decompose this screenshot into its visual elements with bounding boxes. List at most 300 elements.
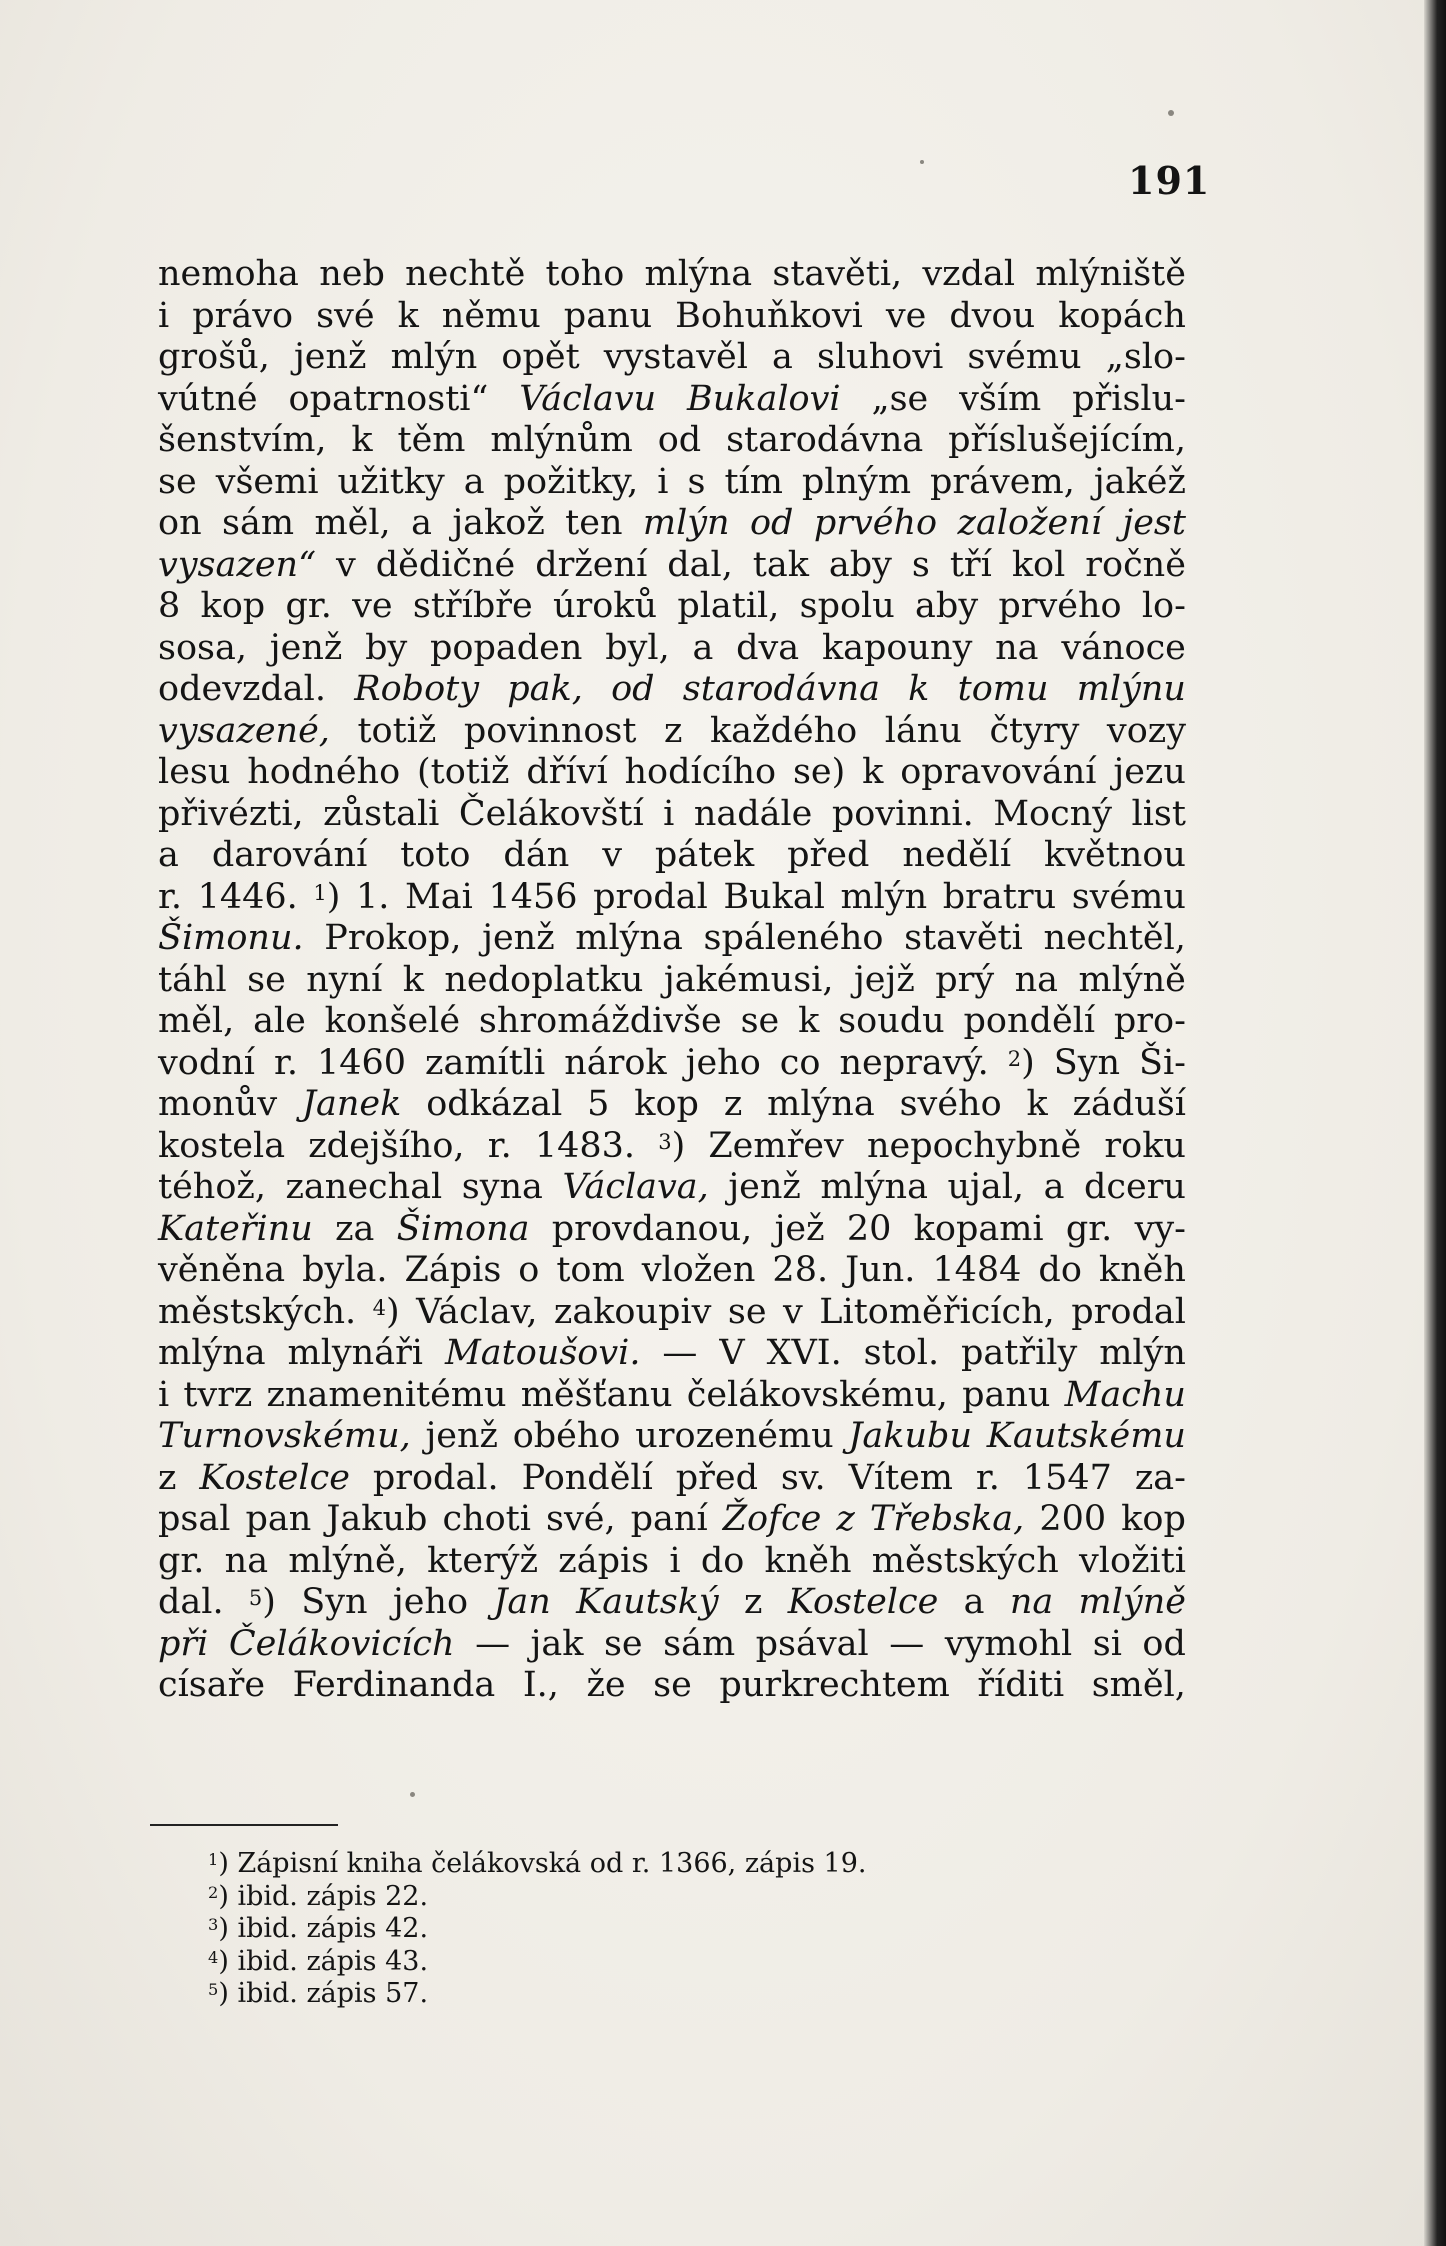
word: v [602, 835, 622, 875]
word: Václava, [562, 1167, 709, 1207]
word: 8 [158, 586, 181, 626]
text-line [158, 296, 1186, 338]
word: hodícího [624, 752, 777, 792]
word: jeho [392, 1582, 469, 1622]
footnote-text: Zápisní kniha čelákovská od r. 1366, zápis 19. [237, 1848, 867, 1879]
word: kop [634, 1084, 699, 1124]
word: sluhovi [817, 337, 944, 377]
word: kostela [158, 1125, 286, 1166]
text-line [158, 877, 1186, 919]
word: mlýně, [288, 1540, 407, 1581]
word: opravování [900, 752, 1097, 792]
word: jenž [728, 1167, 801, 1207]
word: kopami [913, 1208, 1044, 1249]
word: mlýně [1078, 1582, 1186, 1622]
word: 1547 [1022, 1457, 1112, 1498]
word: plným [801, 461, 912, 502]
word: ve [885, 295, 927, 336]
word: vložen [641, 1250, 756, 1290]
word: 1. [355, 876, 390, 917]
word: darování [211, 835, 368, 875]
word: 5 [587, 1084, 610, 1124]
text-line [158, 1458, 1186, 1500]
footnote [208, 1913, 866, 1946]
word: I., [522, 1665, 559, 1705]
word: že [586, 1665, 626, 1705]
word: co [779, 1042, 821, 1083]
word: gr. [1065, 1208, 1113, 1249]
word: Pondělí [521, 1457, 653, 1498]
word: lo- [1141, 586, 1186, 626]
word: mlýniště [1035, 254, 1186, 294]
word: z [723, 1084, 743, 1124]
word: Prokop, [324, 918, 462, 958]
word: Václav, [416, 1291, 538, 1332]
word: každého [709, 710, 858, 751]
word: zakoupiv [553, 1291, 712, 1332]
text-line [158, 1416, 1186, 1458]
word: jež [774, 1208, 825, 1249]
text-line [158, 462, 1186, 504]
word: V [719, 1333, 745, 1373]
word: nadále [693, 793, 813, 834]
word: opatrnosti“ [288, 378, 489, 419]
word: jakéž [1093, 461, 1186, 502]
word: městských [871, 1540, 1059, 1581]
word: sám [663, 1623, 736, 1664]
word: 28. [772, 1250, 829, 1290]
word: pan [245, 1499, 312, 1539]
word: nechtě [405, 254, 526, 294]
footnote-reference: $^2$) [1007, 1042, 1035, 1083]
word: táhl [158, 959, 227, 1000]
word: do [1038, 1250, 1082, 1290]
word: 1456 [488, 876, 578, 917]
word: Janek [301, 1084, 402, 1124]
word: svému [1071, 876, 1186, 917]
word: tvrz [183, 1374, 253, 1415]
word: urozenému [635, 1416, 834, 1456]
word: list [1131, 793, 1186, 834]
word: mlýn [1099, 1333, 1186, 1373]
word: tak [752, 544, 809, 585]
text-line [158, 1499, 1186, 1541]
text-line [158, 1292, 1186, 1334]
word: lánu [884, 710, 962, 751]
text-line [158, 835, 1186, 877]
word: nepochybně [866, 1125, 1082, 1166]
word: Syn [301, 1582, 368, 1622]
word: jakémusi, [663, 959, 834, 1000]
word: k [908, 669, 930, 709]
word: dříví [526, 752, 608, 792]
word: neb [319, 254, 385, 294]
text-line [158, 1541, 1186, 1583]
word: „slo- [1105, 337, 1186, 377]
word: stavěti, [772, 254, 903, 294]
word: k [397, 295, 419, 336]
word: kterýž [427, 1540, 539, 1581]
word: s [911, 544, 930, 585]
word: císaře [158, 1665, 266, 1705]
word: svého [899, 1084, 1002, 1124]
word: před [675, 1457, 758, 1498]
word: němu [441, 295, 541, 336]
word: platil, [677, 586, 780, 626]
word: úroků [552, 586, 658, 626]
word: toho [545, 254, 625, 294]
word: měl, [158, 1001, 235, 1041]
word: i [663, 793, 675, 834]
word: pondělí [963, 1001, 1096, 1041]
word: Jun. [845, 1250, 916, 1290]
word: r. [158, 876, 183, 917]
word: a [772, 337, 793, 377]
word: vysazen“ [158, 544, 316, 585]
word: 20 [846, 1208, 892, 1249]
word: purkrechtem [719, 1665, 950, 1705]
text-line [158, 794, 1186, 836]
word: Kateřinu [158, 1208, 313, 1249]
word: mlýn [390, 337, 478, 377]
word: na [224, 1540, 269, 1581]
word: konšelé [324, 1001, 461, 1041]
footnote [208, 1848, 866, 1881]
word: těm [397, 420, 466, 460]
word: tom [556, 1250, 625, 1290]
word: Vítem [848, 1457, 953, 1498]
word: Bukal [723, 876, 825, 917]
word: v [783, 1291, 803, 1332]
word: Ši- [1139, 1042, 1186, 1083]
word: od [1142, 1623, 1186, 1664]
word: ročně [1085, 544, 1186, 585]
footnote-mark: $^4$) [208, 1945, 238, 1977]
word: jakož [452, 503, 545, 543]
word: na [995, 627, 1039, 668]
word: i [669, 1540, 681, 1581]
word: psával [755, 1623, 869, 1664]
word: nedoplatku [444, 959, 644, 1000]
text-line [158, 420, 1186, 462]
text-line [158, 1250, 1186, 1292]
word: aby [915, 586, 979, 626]
footnote-text: ibid. zápis 42. [237, 1913, 429, 1944]
word: do [700, 1540, 745, 1581]
word: nárok [564, 1042, 667, 1083]
word: mlýn [642, 503, 730, 543]
text-line [158, 1375, 1186, 1417]
word: sám [222, 503, 295, 543]
word: stol. [863, 1333, 940, 1373]
word: k [862, 752, 884, 792]
word: od [749, 503, 794, 543]
footnote-text: ibid. zápis 22. [237, 1880, 429, 1912]
word: Turnovskému, [158, 1416, 411, 1456]
word: Čelákovští [458, 793, 644, 834]
word: mlýn [840, 876, 928, 917]
footnote-reference: $^4$) [372, 1291, 400, 1332]
word: si [1092, 1623, 1122, 1664]
word: a [963, 1582, 985, 1622]
word: XVI. [766, 1333, 842, 1373]
word: Matoušovi. [444, 1333, 641, 1373]
word: prvého [813, 503, 938, 543]
word: stavěti [904, 918, 1023, 958]
word: mlýnu [1076, 669, 1186, 709]
word: o [518, 1250, 540, 1290]
word: gr. [285, 586, 332, 626]
word: své [316, 295, 375, 336]
footnote-mark: $^3$) [208, 1913, 238, 1944]
text-line [158, 586, 1186, 628]
word: jenž [482, 918, 555, 958]
word: nemoha [158, 254, 299, 294]
word: jenž [293, 337, 367, 377]
footnote [208, 1881, 866, 1914]
paper-speck [410, 1792, 415, 1797]
text-line [158, 1624, 1186, 1666]
word: grošů, [158, 337, 270, 377]
word: i [158, 1374, 170, 1415]
word: jest [1122, 503, 1186, 543]
word: při [158, 1623, 209, 1664]
word: Zápis [404, 1250, 502, 1290]
word: jenž [269, 627, 343, 668]
word: „se [871, 378, 929, 419]
word: od [611, 669, 655, 709]
word: založení [957, 503, 1102, 543]
word: nepravý. [839, 1042, 989, 1083]
word: dvou [949, 295, 1036, 336]
word: i [158, 295, 170, 336]
word: městských. [158, 1291, 357, 1332]
word: popaden [430, 627, 583, 668]
word: 1484 [932, 1250, 1022, 1290]
word: on [158, 503, 202, 543]
word: čtyry [989, 710, 1080, 751]
word: kol [1011, 544, 1066, 585]
word: prvého [998, 586, 1122, 626]
word: vším [959, 378, 1042, 419]
word: se [603, 1623, 643, 1664]
paper-speck [920, 160, 924, 164]
word: Kautskému [986, 1416, 1186, 1456]
footnote-mark: $^5$) [208, 1978, 238, 2009]
text-line [158, 960, 1186, 1002]
word: 1446. [197, 876, 298, 917]
text-line [158, 628, 1186, 670]
word: hodného [247, 752, 401, 792]
word: zamítli [425, 1042, 546, 1083]
word: nedělí [902, 835, 1012, 875]
text-line [158, 1043, 1186, 1085]
word: z [836, 1499, 855, 1539]
word: směl, [1091, 1665, 1186, 1705]
word: prý [935, 959, 995, 1000]
word: všemi [215, 461, 319, 502]
word: roku [1104, 1125, 1186, 1166]
word: Bukalovi [687, 378, 841, 419]
book-spine-shadow [1424, 0, 1446, 2246]
word: mlýna [767, 1084, 875, 1124]
word: starodávna [682, 669, 880, 709]
word: k [798, 1001, 820, 1041]
word: Jakubu [848, 1416, 972, 1456]
word: Syn [1053, 1042, 1121, 1083]
word: r. [273, 1042, 298, 1083]
word: tří [949, 544, 992, 585]
text-line [158, 1001, 1186, 1043]
word: ve [352, 586, 393, 626]
word: monův [158, 1084, 278, 1124]
word: spolu [799, 586, 895, 626]
word: Mai [404, 876, 473, 917]
text-line [158, 1333, 1186, 1375]
footnote [208, 1946, 866, 1979]
text-line [158, 545, 1186, 587]
word: vozy [1106, 710, 1186, 751]
word: Šimonu. [158, 918, 304, 958]
word: Jakub [326, 1499, 428, 1539]
word: zůstali [323, 793, 440, 834]
word: mlýnům [490, 420, 633, 460]
word: měl, [314, 503, 391, 543]
word: odevzdal. [158, 669, 326, 709]
word: aby [828, 544, 892, 585]
word: Kostelce [787, 1582, 939, 1622]
word: toto [400, 835, 471, 875]
word: psal [158, 1499, 231, 1539]
word: květnou [1044, 835, 1186, 875]
body-text [158, 254, 1186, 1707]
word: sosa, [158, 627, 247, 668]
word: vzdal [922, 254, 1016, 294]
word: — [662, 1333, 698, 1373]
word: a [1043, 1167, 1065, 1207]
text-line [158, 918, 1186, 960]
word: Kautský [576, 1582, 719, 1622]
word: kop [200, 586, 266, 626]
word: požitky, [503, 461, 639, 502]
word: Třebska, [869, 1499, 1025, 1539]
word: nyní [306, 959, 383, 1000]
text-line [158, 669, 1186, 711]
word: jeho [685, 1042, 761, 1083]
word: prodal [593, 876, 708, 917]
word: totiž [357, 710, 437, 751]
word: prodal. [372, 1457, 499, 1498]
word: dva [736, 627, 800, 668]
word: vy- [1134, 1208, 1186, 1249]
word: 1483. [534, 1125, 636, 1166]
word: říditi [977, 1665, 1065, 1705]
word: Čelákovicích [228, 1623, 455, 1664]
word: dědičné [375, 544, 516, 585]
word: — [475, 1623, 511, 1664]
word: Zemřev [708, 1125, 844, 1166]
word: — [889, 1623, 925, 1664]
word: provdanou, [551, 1208, 753, 1249]
word: pátek [654, 835, 755, 875]
word: zdejšího, [308, 1125, 465, 1166]
word: se [158, 461, 197, 502]
word: stříbře [412, 586, 533, 626]
word: byla. [302, 1250, 388, 1290]
word: spáleného [703, 918, 884, 958]
word: panu [962, 1374, 1051, 1415]
word: k [351, 420, 373, 460]
footnote-separator [150, 1824, 338, 1826]
word: za- [1134, 1457, 1186, 1498]
word: bratru [942, 876, 1057, 917]
text-line [158, 503, 1186, 545]
word: odkázal [426, 1084, 563, 1124]
word: jezu [1113, 752, 1186, 792]
text-line [158, 254, 1186, 296]
word: shromáždivše [478, 1001, 722, 1041]
text-line [158, 1167, 1186, 1209]
word: k [1026, 1084, 1048, 1124]
word: zanechal [285, 1167, 443, 1207]
word: mlýna [644, 254, 753, 294]
footnote [208, 1978, 866, 2011]
text-line [158, 1665, 1186, 1707]
footnote-text: ibid. zápis 43. [237, 1945, 429, 1977]
word: sv. [780, 1457, 826, 1498]
word: Šimona [396, 1208, 530, 1249]
word: vánoce [1061, 627, 1186, 668]
word: znamenitému [266, 1374, 507, 1415]
word: k [402, 959, 424, 1000]
text-line [158, 379, 1186, 421]
word: vysazené, [158, 710, 330, 751]
page-number: 191 [1128, 158, 1211, 203]
word: pak, [507, 669, 583, 709]
word: kněh [764, 1540, 852, 1581]
word: pro- [1113, 1001, 1186, 1041]
word: příslušejícím, [948, 420, 1186, 460]
word: jejž [853, 959, 915, 1000]
word: ten [565, 503, 623, 543]
word: mlýně [1078, 959, 1186, 1000]
word: 200 [1039, 1499, 1107, 1539]
word: (totiž [417, 752, 510, 792]
word: ale [253, 1001, 306, 1041]
word: r. [487, 1125, 512, 1166]
word: s [687, 461, 706, 502]
word: Jan [493, 1582, 551, 1622]
word: Žofce [722, 1499, 822, 1539]
word: právo [192, 295, 294, 336]
word: přivézti, [158, 793, 304, 834]
word: nechtěl, [1043, 918, 1186, 958]
text-line [158, 752, 1186, 794]
text-line [158, 337, 1186, 379]
footnote-reference: $^3$) [658, 1125, 686, 1166]
word: mlýna [575, 918, 683, 958]
footnote-reference: $^1$) [313, 876, 341, 917]
word: tím [724, 461, 783, 502]
word: záduší [1072, 1084, 1186, 1124]
word: i [657, 461, 669, 502]
word: dal. [158, 1582, 224, 1622]
word: r. [975, 1457, 1000, 1498]
word: Ferdinanda [292, 1665, 496, 1705]
word: měšťanu [520, 1374, 673, 1415]
word: vútné [158, 378, 258, 419]
word: šenstvím, [158, 420, 327, 460]
